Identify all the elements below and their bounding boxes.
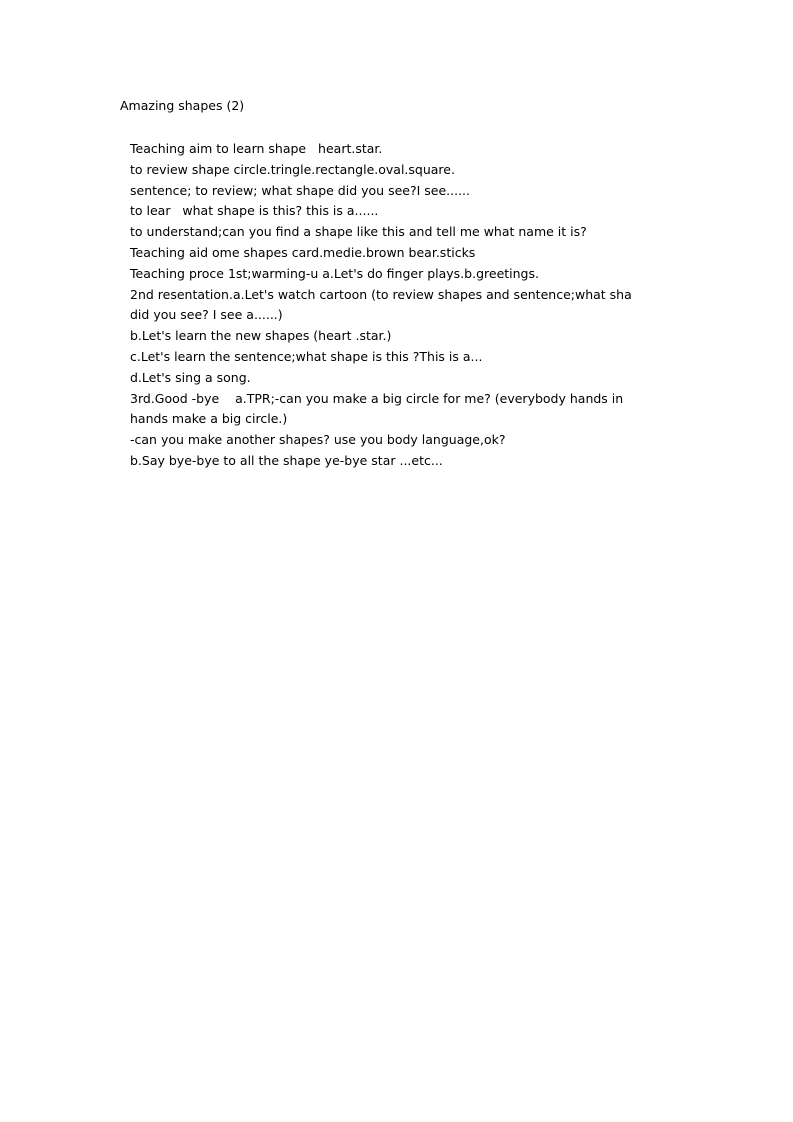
text-line: 3rd.Good -bye a.TPR;-can you make a big circle for me? (everybody hands in (130, 390, 624, 406)
text-line: Teaching proce 1st;warming-u a.Let's do finger plays.b.greetings. (130, 265, 539, 281)
text-line: -can you make another shapes? use you body language,ok? (130, 432, 506, 448)
text-line: b.Let's learn the new shapes (heart .star.) (130, 328, 392, 344)
text-line: 2nd resentation.a.Let's watch cartoon (to review shapes and sentence;what sha (130, 286, 632, 302)
text-line: b.Say bye-bye to all the shape ye-bye star ...etc... (130, 452, 443, 468)
text-line: to lear what shape is this? this is a...... (130, 203, 379, 219)
document-title: Amazing shapes (2) (120, 98, 245, 113)
text-line: sentence; to review; what shape did you see?I see...... (130, 182, 470, 198)
text-line: Teaching aid ome shapes card.medie.brown bear.sticks (130, 244, 476, 260)
text-line: c.Let's learn the sentence;what shape is this ?This is a... (130, 348, 483, 364)
text-line: d.Let's sing a song. (130, 369, 251, 385)
text-line: to understand;can you find a shape like this and tell me what name it is? (130, 224, 587, 240)
text-line: hands make a big circle.) (130, 411, 288, 427)
text-line: did you see? I see a......) (130, 307, 283, 323)
text-line: Teaching aim to learn shape heart.star. (130, 141, 383, 156)
text-line: to review shape circle.tringle.rectangle.oval.square. (130, 161, 455, 177)
document-body (130, 139, 670, 472)
